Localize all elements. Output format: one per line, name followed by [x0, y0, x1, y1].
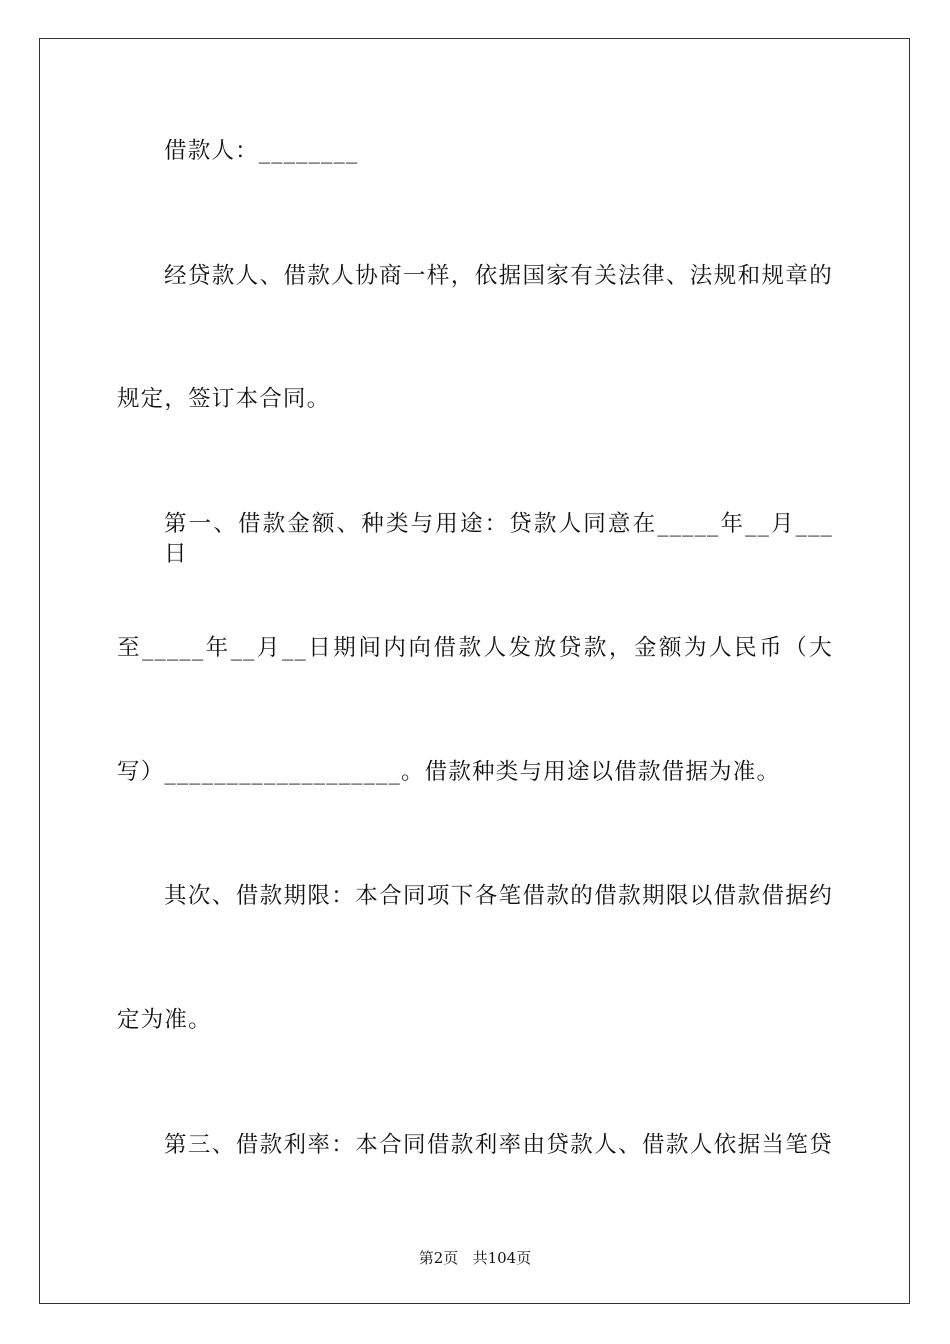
- article-1-line-3: 写）___________________。借款种类与用途以借款借据为准。: [117, 759, 781, 785]
- article-2-line-2: 定为准。: [117, 1007, 212, 1033]
- preamble-line-1: 经贷款人、借款人协商一样，依据国家有关法律、法规和规章的: [164, 263, 833, 289]
- page-border: [39, 38, 910, 1304]
- page-number-footer: 第2页 共104页: [418, 1249, 532, 1267]
- article-3-line-1: 第三、借款利率：本合同借款利率由贷款人、借款人依据当笔贷: [164, 1132, 833, 1158]
- borrower-line: 借款人：________: [164, 138, 359, 164]
- article-2-line-1: 其次、借款期限：本合同项下各笔借款的借款期限以借款借据约: [164, 883, 833, 909]
- article-1-line-1: 第一、借款金额、种类与用途：贷款人同意在_____年__月___日: [164, 511, 833, 567]
- article-1-line-2: 至_____年__月__日期间内向借款人发放贷款，金额为人民币（大: [117, 635, 833, 661]
- preamble-line-2: 规定，签订本合同。: [117, 386, 331, 412]
